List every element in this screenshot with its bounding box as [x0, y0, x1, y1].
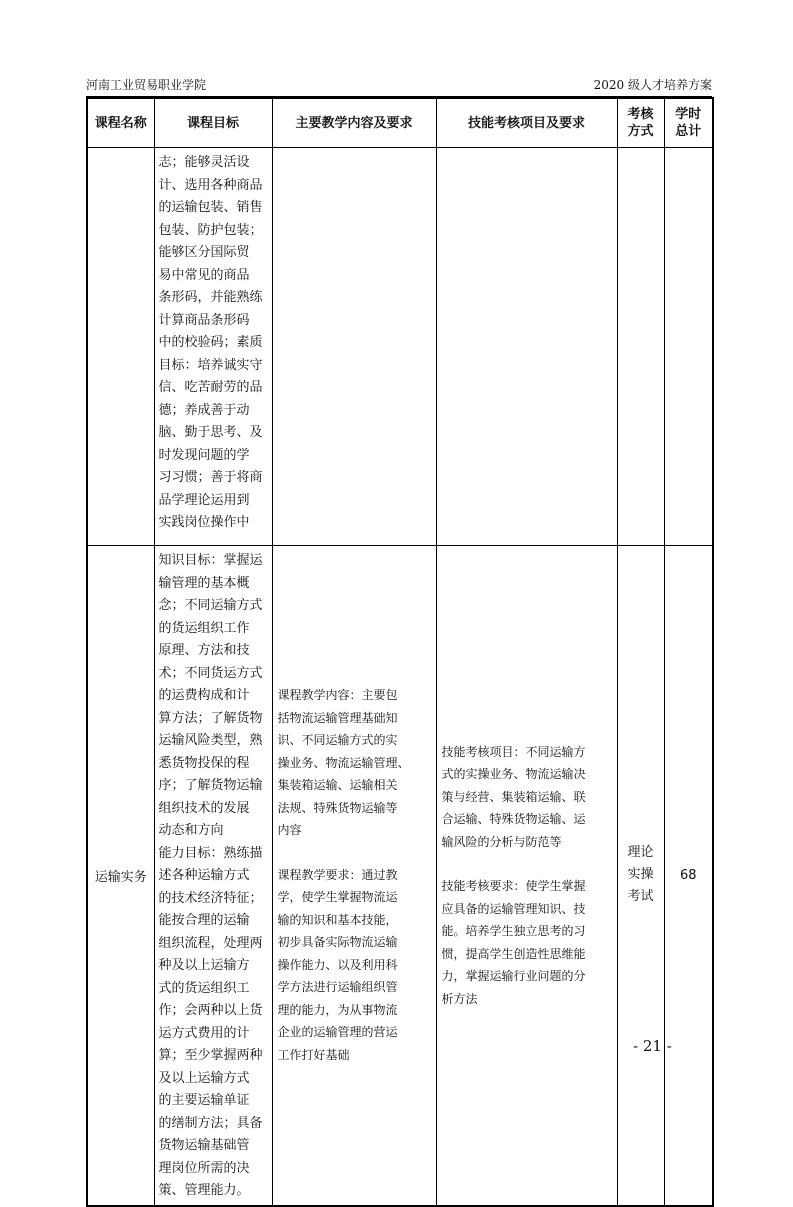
course-name-cell: 运输实务	[87, 546, 154, 1206]
header-plan-title: 2020 级人才培养方案	[593, 78, 712, 92]
assessment-method-cell	[617, 148, 664, 546]
page-header	[86, 78, 712, 92]
table-header-row	[87, 98, 713, 148]
col-header-skill-assessment: 技能考核项目及要求	[436, 98, 617, 148]
skill-assessment-cell	[436, 148, 617, 546]
course-objective-cell	[154, 546, 272, 1206]
teaching-content-paragraph: 课程教学内容：主要包 括物流运输管理基础知 识、不同运输方式的实 操业务、物流运输管理、 集装箱运输、运输相关 法规、特殊货物运输等 内容	[277, 688, 410, 838]
header-school-name: 河南工业贸易职业学院	[86, 78, 207, 92]
teaching-content-cell	[272, 148, 436, 546]
skill-assessment-cell	[436, 546, 617, 1206]
table-row	[87, 546, 713, 1206]
col-header-total-hours: 学时 总计	[664, 98, 713, 148]
skill-requirement-paragraph: 技能考核要求：使学生掌握 应具备的运输管理知识、技 能。培养学生独立思考的习 惯，提高学生创造性思维能 力，掌握运输行业问题的分 析方法	[441, 879, 586, 1006]
page-number: - 21 -	[633, 1037, 672, 1055]
col-header-assessment-method: 考核 方式	[617, 98, 664, 148]
course-objective-text: 志；能够灵活设 计、选用各种商品 的运输包装、销售 包装、防护包装； 能够区分国际贸 易中常见的商品 条形码，并能熟练 计算商品条形码 中的校验码；素质 目标：培养诚实守 信、吃苦耐劳的品 德；养成善于动 脑、勤于思考、及 时发现问题的学 习习惯；善于将商 品学理论运用到 实践岗位操作中	[158, 155, 263, 530]
teaching-content-cell	[272, 546, 436, 1206]
course-objective-cell	[154, 148, 272, 546]
col-header-course-objective: 课程目标	[154, 98, 272, 148]
total-hours-cell	[664, 148, 713, 546]
table-row	[87, 148, 713, 546]
col-header-course-name: 课程名称	[87, 98, 154, 148]
course-name-cell	[87, 148, 154, 546]
col-header-teaching-content: 主要教学内容及要求	[272, 98, 436, 148]
assessment-method-cell: 理论 实操 考试	[617, 546, 664, 1206]
course-table	[86, 97, 714, 1207]
total-hours-cell: 68	[664, 546, 713, 1206]
course-objective-text: 知识目标：掌握运 输管理的基本概 念；不同运输方式 的货运组织工作 原理、方法和技 术；不同货运方式 的运费构成和计 算方法；了解货物 运输风险类型，熟 悉货物投保的程 序；了解货物运输 组织技术的发展 动态和方向 能力目标：熟练描 述各种运输方式 的技术经济特征； 能按合理的运输 组织流程，处理两 种及以上运输方 式的货运组织工 作；会两种以上货 运方式费用的计 算；至少掌握两种 及以上运输方式 的主要运输单证 的缮制方法；具备 货物运输基础管 理岗位所需的决 策、管理能力。	[158, 553, 263, 1198]
teaching-requirement-paragraph: 课程教学要求：通过教 学，使学生掌握物流运 输的知识和基本技能， 初步具备实际物流运输 操作能力、以及利用科 学方法进行运输组织管 理的能力，为从事物流 企业的运输管理的营运 工作打好基础	[277, 867, 398, 1062]
skill-project-paragraph: 技能考核项目：不同运输方 式的实操业务、物流运输决 策与经营、集装箱运输、联 合运输、特殊货物运输、运 输风险的分析与防范等	[441, 744, 586, 849]
